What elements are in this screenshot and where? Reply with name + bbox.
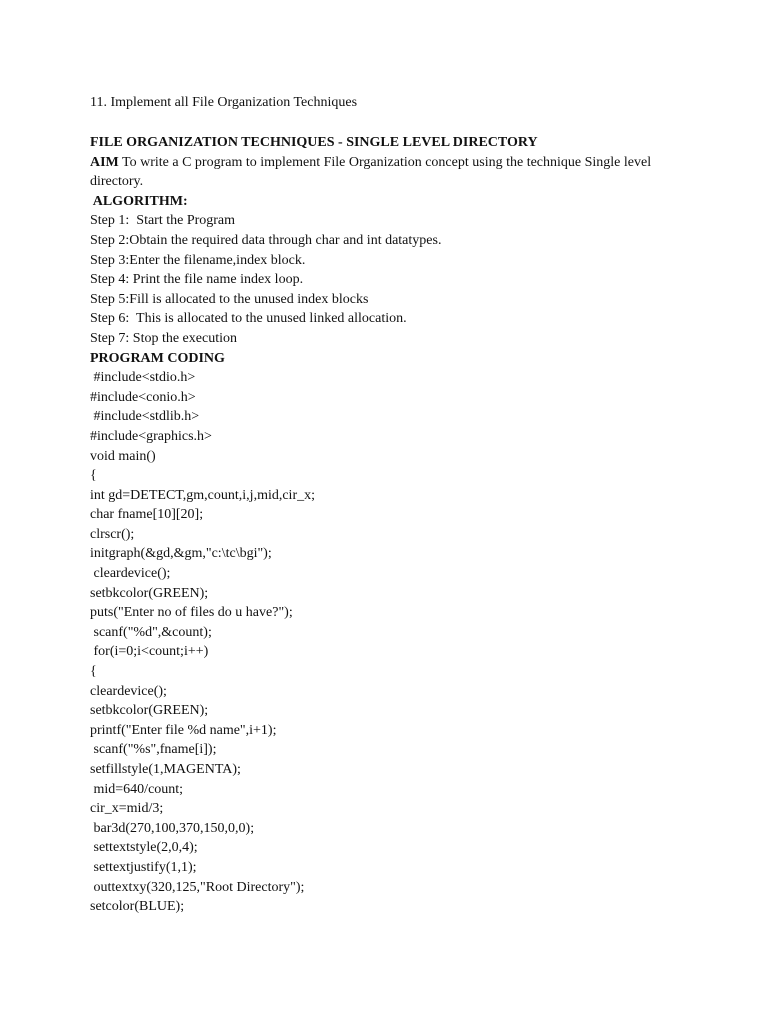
algorithm-step: Step 1: Start the Program bbox=[90, 213, 236, 229]
code-listing bbox=[90, 368, 690, 917]
code-line: settextjustify(1,1); bbox=[90, 859, 197, 875]
code-line: scanf("%d",&count); bbox=[90, 624, 212, 640]
code-line: #include<stdio.h> bbox=[90, 370, 196, 386]
aim-label: AIM bbox=[90, 154, 119, 170]
aim-text: To write a C program to implement File Organization concept using the technique Single level directory. bbox=[90, 154, 652, 190]
code-line: settextstyle(2,0,4); bbox=[90, 840, 198, 856]
code-line: void main() bbox=[90, 448, 156, 464]
algorithm-step: Step 5:Fill is allocated to the unused index blocks bbox=[90, 291, 369, 307]
code-line: clrscr(); bbox=[90, 526, 135, 542]
program-coding-label: PROGRAM CODING bbox=[90, 350, 225, 366]
item-heading: 11. Implement all File Organization Techniques bbox=[90, 95, 358, 110]
code-line: mid=640/count; bbox=[90, 781, 184, 797]
document-page bbox=[90, 0, 730, 1024]
code-line: setbkcolor(GREEN); bbox=[90, 585, 209, 601]
code-line: puts("Enter no of files do u have?"); bbox=[90, 605, 293, 621]
algorithm-step: Step 6: This is allocated to the unused linked allocation. bbox=[90, 311, 407, 327]
code-line: setcolor(BLUE); bbox=[90, 899, 185, 915]
code-line: printf("Enter file %d name",i+1); bbox=[90, 722, 277, 738]
code-line: cleardevice(); bbox=[90, 566, 171, 582]
aim-paragraph bbox=[90, 153, 690, 192]
algorithm-label: ALGORITHM: bbox=[90, 193, 188, 209]
document-body bbox=[90, 133, 690, 917]
code-line: #include<stdlib.h> bbox=[90, 409, 200, 425]
algorithm-step: Step 4: Print the file name index loop. bbox=[90, 272, 304, 288]
code-line: outtextxy(320,125,"Root Directory"); bbox=[90, 879, 305, 895]
code-line: initgraph(&gd,&gm,"c:\tc\bgi"); bbox=[90, 546, 272, 562]
code-line: char fname[10][20]; bbox=[90, 507, 204, 523]
code-line: { bbox=[90, 664, 97, 680]
code-line: { bbox=[90, 468, 97, 484]
algorithm-step: Step 2:Obtain the required data through char and int datatypes. bbox=[90, 232, 442, 248]
code-line: for(i=0;i<count;i++) bbox=[90, 644, 209, 660]
algorithm-step: Step 7: Stop the execution bbox=[90, 330, 237, 346]
code-line: cleardevice(); bbox=[90, 683, 167, 699]
algorithm-steps bbox=[90, 211, 690, 348]
code-line: int gd=DETECT,gm,count,i,j,mid,cir_x; bbox=[90, 487, 315, 503]
algorithm-step: Step 3:Enter the filename,index block. bbox=[90, 252, 306, 268]
code-line: setbkcolor(GREEN); bbox=[90, 703, 209, 719]
code-line: bar3d(270,100,370,150,0,0); bbox=[90, 820, 255, 836]
code-line: #include<conio.h> bbox=[90, 389, 196, 405]
code-line: scanf("%s",fname[i]); bbox=[90, 742, 217, 758]
code-line: setfillstyle(1,MAGENTA); bbox=[90, 762, 241, 777]
code-line: #include<graphics.h> bbox=[90, 428, 212, 444]
code-line: cir_x=mid/3; bbox=[90, 801, 164, 817]
section-title: FILE ORGANIZATION TECHNIQUES - SINGLE LEVEL DIRECTORY bbox=[90, 135, 538, 150]
